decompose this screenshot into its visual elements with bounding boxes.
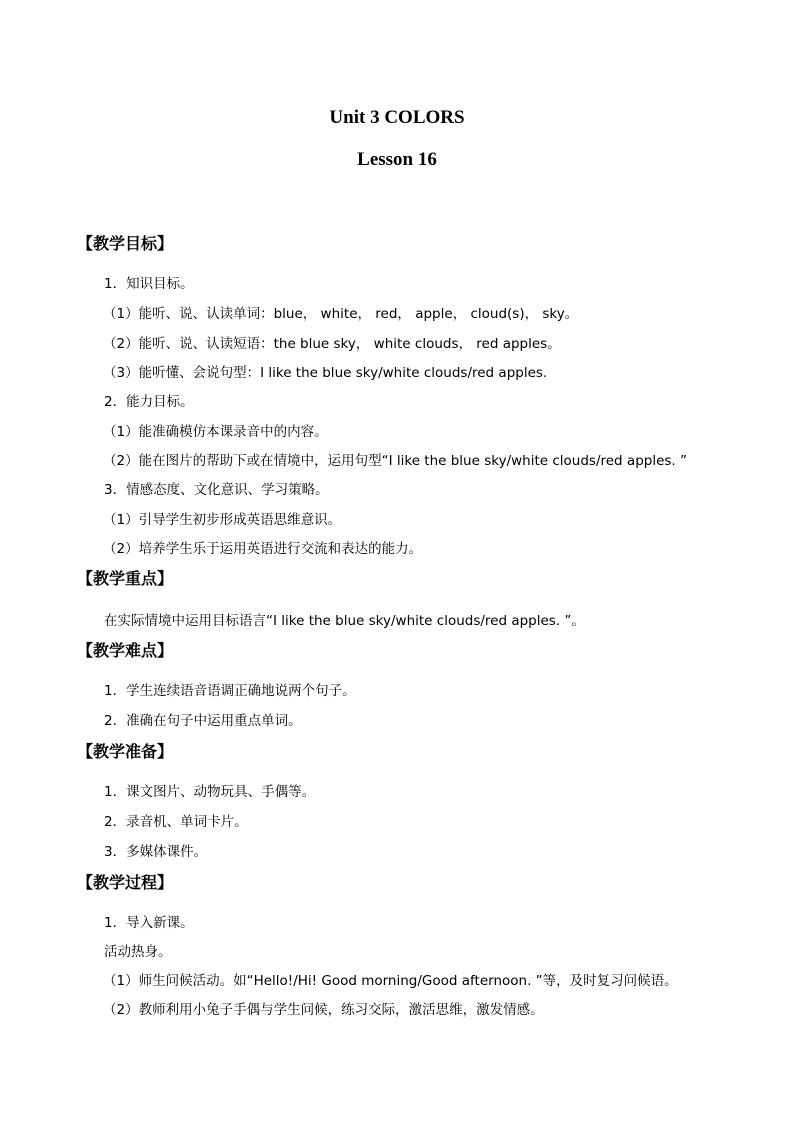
unit-title: Unit 3 COLORS xyxy=(329,107,465,128)
preparation-heading: 【教学准备】 xyxy=(77,742,174,761)
difficulty-line: 2．准确在句子中运用重点单词。 xyxy=(104,713,302,729)
difficulty-line: 1．学生连续语音语调正确地说两个句子。 xyxy=(104,683,356,699)
objective-line: （1）能准确模仿本课录音中的内容。 xyxy=(103,424,328,440)
key-point-line: 在实际情境中运用目标语言“I like the blue sky/white clouds/red apples. ”。 xyxy=(104,613,585,629)
objective-line: （1）引导学生初步形成英语思维意识。 xyxy=(103,512,342,528)
objective-line: 3．情感态度、文化意识、学习策略。 xyxy=(104,482,329,498)
process-heading: 【教学过程】 xyxy=(77,873,174,892)
process-line: 活动热身。 xyxy=(104,944,172,960)
process-line: 1．导入新课。 xyxy=(104,915,194,931)
objective-line: （2）培养学生乐于运用英语进行交流和表达的能力。 xyxy=(103,541,423,557)
objectives-heading: 【教学目标】 xyxy=(77,234,174,253)
objective-line: （1）能听、说、认读单词：blue， white， red， apple， cloud(s)， sky。 xyxy=(103,306,579,322)
objective-line: （3）能听懂、会说句型：I like the blue sky/white clouds/red apples. xyxy=(103,365,548,381)
objective-line: 2．能力目标。 xyxy=(104,394,194,410)
preparation-line: 3．多媒体课件。 xyxy=(104,844,208,860)
objective-line: （2）能在图片的帮助下或在情境中，运用句型“I like the blue sky/white clouds/red apples. ” xyxy=(103,453,687,469)
preparation-line: 1．课文图片、动物玩具、手偶等。 xyxy=(104,784,316,800)
objective-line: （2）能听、说、认读短语：the blue sky， white clouds， red apples。 xyxy=(103,336,561,352)
preparation-line: 2．录音机、单词卡片。 xyxy=(104,814,248,830)
key-points-heading: 【教学重点】 xyxy=(77,569,174,588)
difficulties-heading: 【教学难点】 xyxy=(77,641,174,660)
lesson-title: Lesson 16 xyxy=(357,149,437,170)
process-line: （1）师生问候活动。如“Hello!/Hi! Good morning/Good afternoon. ”等，及时复习问候语。 xyxy=(103,973,678,989)
process-line: （2）教师利用小兔子手偶与学生问候，练习交际，激活思维，激发情感。 xyxy=(103,1002,544,1018)
objective-line: 1．知识目标。 xyxy=(104,276,194,292)
